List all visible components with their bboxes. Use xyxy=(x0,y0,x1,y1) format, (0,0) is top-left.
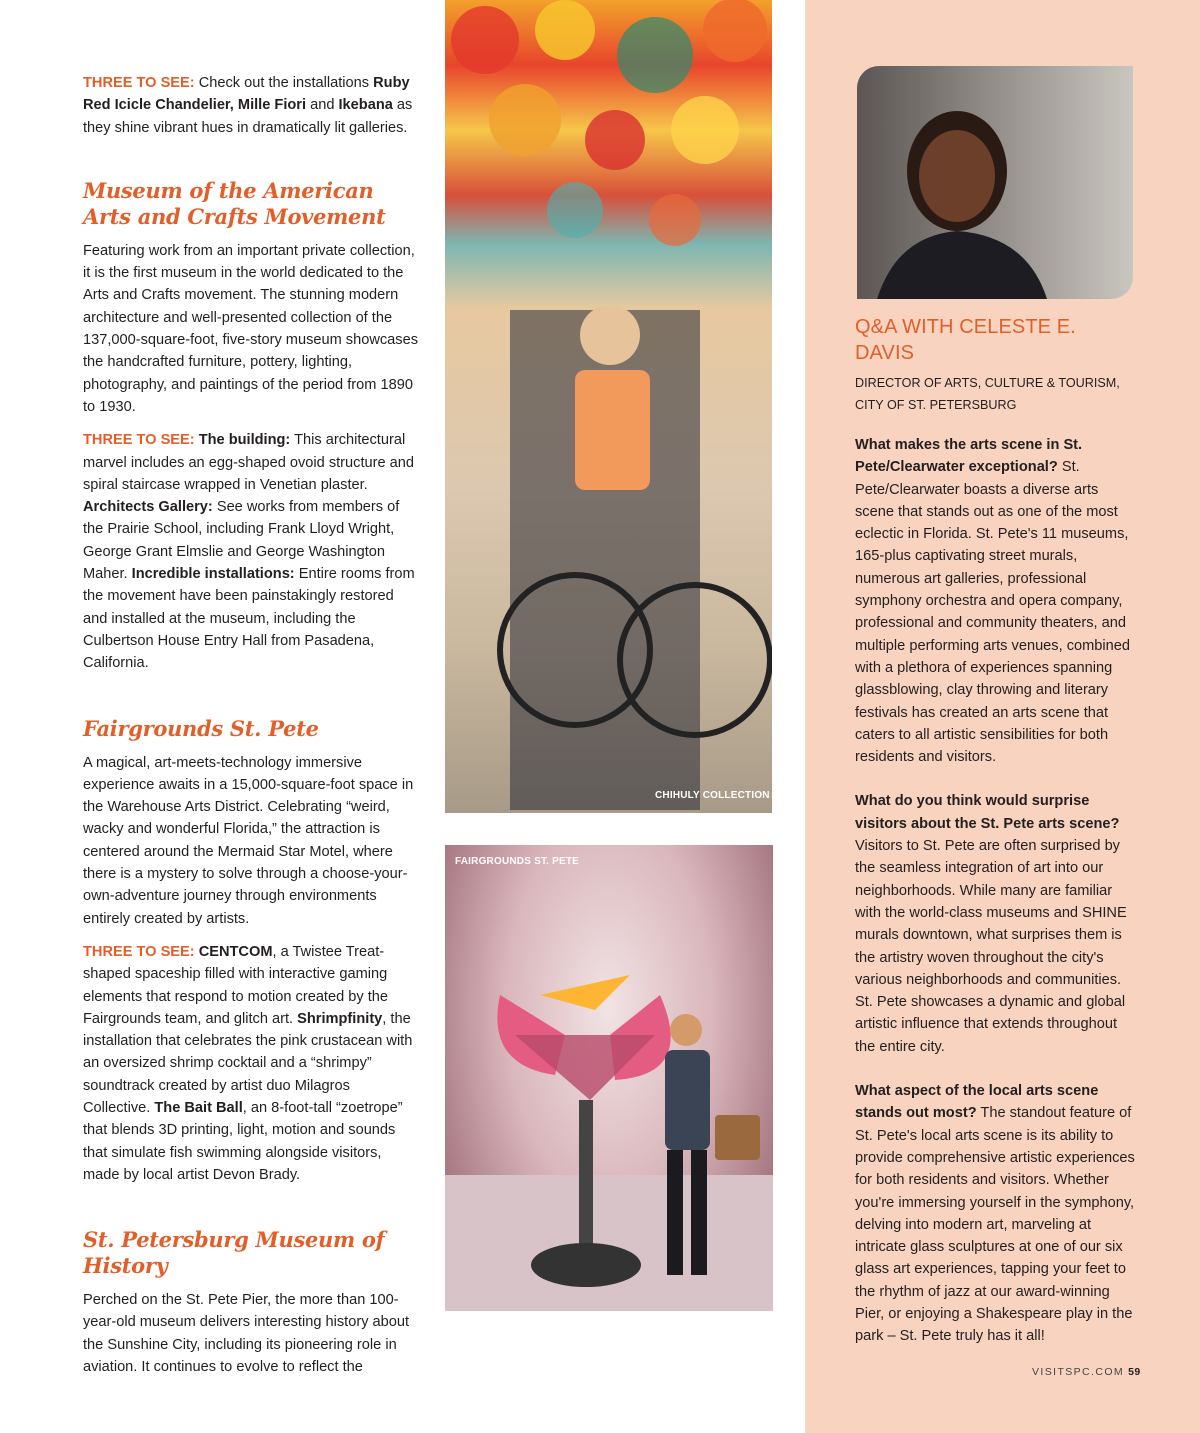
chihuly-photo-art xyxy=(445,0,772,813)
qa-item-3 xyxy=(855,1080,1140,1348)
arts-crafts-three-to-see: THREE TO SEE: The building: This architectural marvel includes an egg-shaped ovoid structure and spiral staircase wrapped in Venetian plaster. Architects Gallery: See works from members of the Prairie School, including Frank Lloyd Wright, George Grant Elmslie and George Washington Maher. Incredible installations: Entire rooms from the movement have been painstakingly restored and installed at the museum, including the Culbertson House Entry Hall from Pasadena, California. xyxy=(83,432,415,672)
fairgrounds-three-to-see: THREE TO SEE: CENTCOM, a Twistee Treat-shaped spaceship filled with interactive gaming elements that respond to motion created by the Fairgrounds team, and glitch art. Shrimpfinity, the installation that celebrates the pink crustacean with an oversized shrimp cocktail and a “shrimpy” soundtrack created by artist duo Milagros Collective. The Bait Ball, an 8-foot-tall “zoetrope” that blends 3D printing, light, motion and sounds that simulate fish swimming alongside visitors, made by local artist Devon Brady. xyxy=(83,943,413,1183)
question-1: What makes the arts scene in St. Pete/Clearwater exceptional? xyxy=(855,437,1083,476)
intro-paragraph: THREE TO SEE: Check out the installations Ruby Red Icicle Chandelier, Mille Fiori and Ikebana as they shine vibrant hues in dramatically lit galleries. xyxy=(83,75,413,136)
photo-caption-fairgrounds: FAIRGROUNDS ST. PETE xyxy=(455,856,580,867)
footer-site: VISITSPC.COM xyxy=(1032,1366,1125,1378)
qa-subtitle xyxy=(855,372,1140,416)
section-title-arts-crafts: Museum of the American Arts and Crafts Movement xyxy=(83,177,386,229)
qa-subtitle-line2: CITY OF ST. PETERSBURG xyxy=(855,398,1017,412)
qa-column xyxy=(855,314,1140,1370)
question-2: What do you think would surprise visitors about the St. Pete arts scene? xyxy=(855,793,1120,832)
page-footer xyxy=(1032,1366,1141,1378)
arts-crafts-body: Featuring work from an important private collection, it is the first museum in the world dedicated to the Arts and Crafts movement. The stunning modern architecture and well-presented collection of the 137,000-square-foot, five-story museum showcases the handcrafted furniture, pottery, lighting, photography, and paintings of the period from 1890 to 1930. xyxy=(83,242,419,415)
page-number: 59 xyxy=(1128,1366,1141,1378)
qa-item-1 xyxy=(855,434,1140,768)
section-title-fairgrounds: Fairgrounds St. Pete xyxy=(83,715,319,741)
history-museum-body: Perched on the St. Pete Pier, the more than 100-year-old museum delivers interesting history about the Sunshine City, including its pioneering role in aviation. It continues to evolve to reflect the xyxy=(83,1292,410,1376)
qa-title: Q&A WITH CELESTE E. DAVIS xyxy=(855,316,1076,364)
left-column xyxy=(83,72,418,1389)
section-title-history-museum: St. Petersburg Museum of History xyxy=(83,1227,385,1279)
answer-3: The standout feature of St. Pete's local arts scene is its ability to provide comprehensive artistic experiences for both residents and visitors. Whether you're immersing yourself in the symphony, delving into modern art, marveling at intricate glass sculptures at one of our six glass art experiences, tapping your feet to the rhythm of jazz at our award-winning Pier, or enjoying a Shakespeare play in the park – St. Pete truly has it all! xyxy=(855,1105,1135,1345)
fairgrounds-body: A magical, art-meets-technology immersive experience awaits in a 15,000-square-foot space in the Warehouse Arts District. Celebrating “weird, wacky and wonderful Florida,” the attraction is centered around the Mermaid Star Motel, where there is a mystery to solve through a choose-your-own-adventure journey through environments entirely created by artists. xyxy=(83,754,414,927)
chihuly-photo xyxy=(445,0,772,813)
celeste-davis-portrait xyxy=(857,66,1133,299)
question-3: What aspect of the local arts scene stands out most? xyxy=(855,1083,1099,1122)
portrait-art xyxy=(857,66,1133,299)
answer-1: St. Pete/Clearwater boasts a diverse arts scene that stands out as one of the most eclectic in Florida. St. Pete's 11 museums, 165-plus captivating street murals, numerous art galleries, professional symphony orchestra and opera company, professional and community theaters, and multiple performing arts venues, combined with a plethora of experiences spanning glassblowing, clay throwing and literary festivals has created an arts scene that caters to all artistic sensibilities for both residents and visitors. xyxy=(855,459,1130,766)
photo-caption-chihuly: CHIHULY COLLECTION xyxy=(655,790,770,801)
answer-2: Visitors to St. Pete are often surprised by the seamless integration of art into our neighborhoods. While many are familiar with the world-class museums and SHINE murals downtown, what surprises them is the artistry woven throughout the city's various neighborhoods and communities. St. Pete showcases a dynamic and global artistic influence that extends throughout the entire city. xyxy=(855,838,1127,1055)
qa-subtitle-line1: DIRECTOR OF ARTS, CULTURE & TOURISM, xyxy=(855,376,1120,390)
fairgrounds-photo xyxy=(445,845,773,1311)
qa-item-2 xyxy=(855,790,1140,1058)
fairgrounds-photo-art xyxy=(445,845,773,1311)
